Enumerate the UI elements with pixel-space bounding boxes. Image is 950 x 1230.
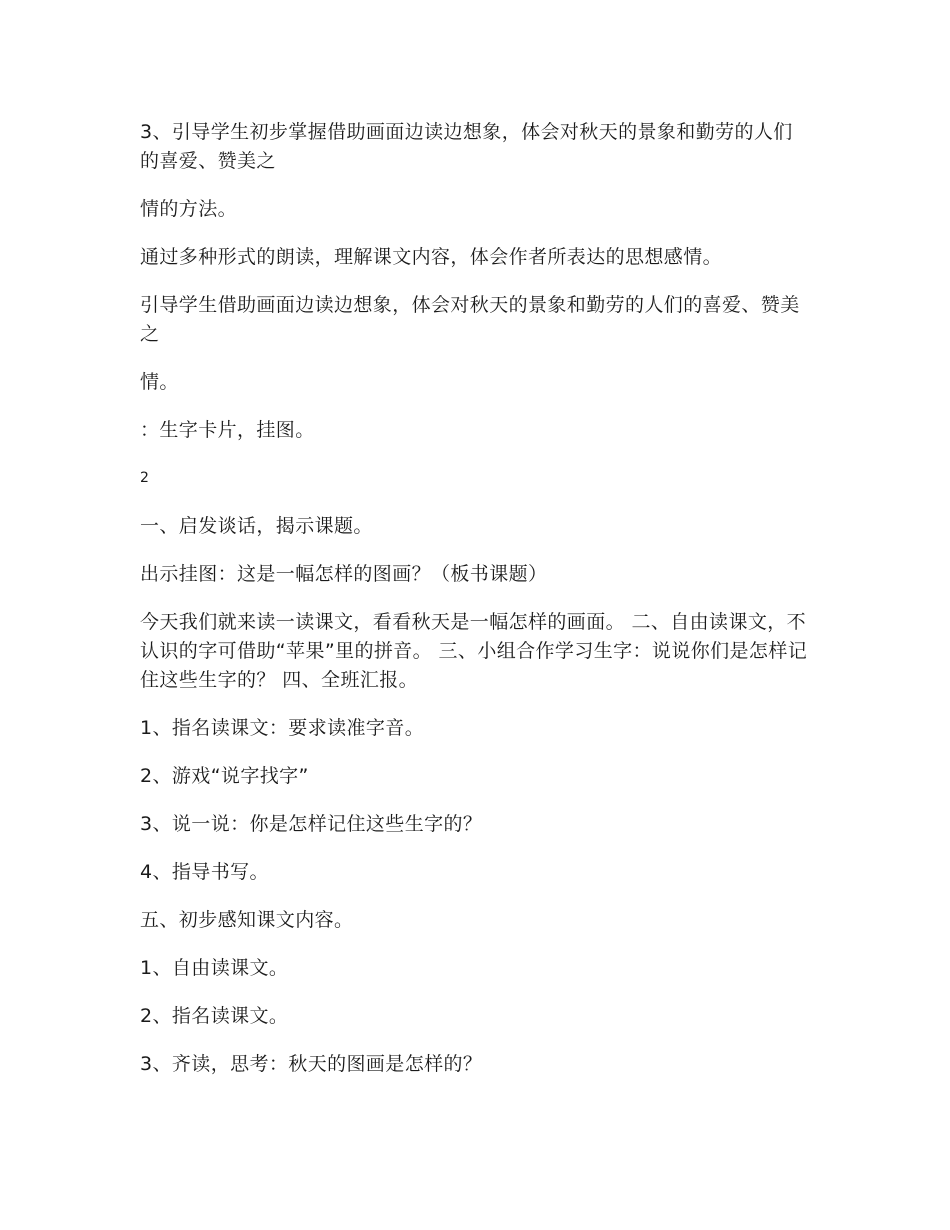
report-item-1: 1、指名读课文：要求读准字音。 (140, 717, 425, 739)
step-5-item-2: 2、指名读课文。 (140, 1005, 289, 1027)
key-point-text: 通过多种形式的朗读，理解课文内容，体会作者所表达的思想感情。 (140, 246, 723, 268)
report-item-4: 4、指导书写。 (140, 861, 269, 883)
lesson-count: 2 (140, 470, 149, 486)
materials-text: ：生字卡片，挂图。 (140, 419, 315, 441)
document-body (140, 118, 812, 1098)
step-5-item-1: 1、自由读课文。 (140, 957, 289, 979)
objective-3-continuation: 情的方法。 (140, 198, 238, 220)
report-item-3: 3、说一说：你是怎样记住这些生字的？ (140, 813, 483, 835)
step-5-heading: 五、初步感知课文内容。 (140, 909, 354, 931)
step-1-detail: 出示挂图：这是一幅怎样的图画？（板书课题） (140, 563, 548, 585)
report-item-2: 2、游戏“说字找字” (140, 765, 309, 787)
difficulty-text: 引导学生借助画面边读边想象，体会对秋天的景象和勤劳的人们的喜爱、赞美之 (140, 294, 800, 345)
objective-3-text: 3、引导学生初步掌握借助画面边读边想象，体会对秋天的景象和勤劳的人们的喜爱、赞美之 (140, 121, 793, 172)
step-5-item-3: 3、齐读，思考：秋天的图画是怎样的？ (140, 1053, 483, 1075)
step-1-heading: 一、启发谈话，揭示课题。 (140, 515, 373, 537)
steps-2-4-paragraph: 今天我们就来读一读课文，看看秋天是一幅怎样的画面。 二、自由读课文，不认识的字可借助“苹果”里的拼音。 三、小组合作学习生字：说说你们是怎样记住这些生字的？ 四、全班汇报。 (140, 611, 808, 691)
difficulty-continuation: 情。 (140, 371, 179, 393)
